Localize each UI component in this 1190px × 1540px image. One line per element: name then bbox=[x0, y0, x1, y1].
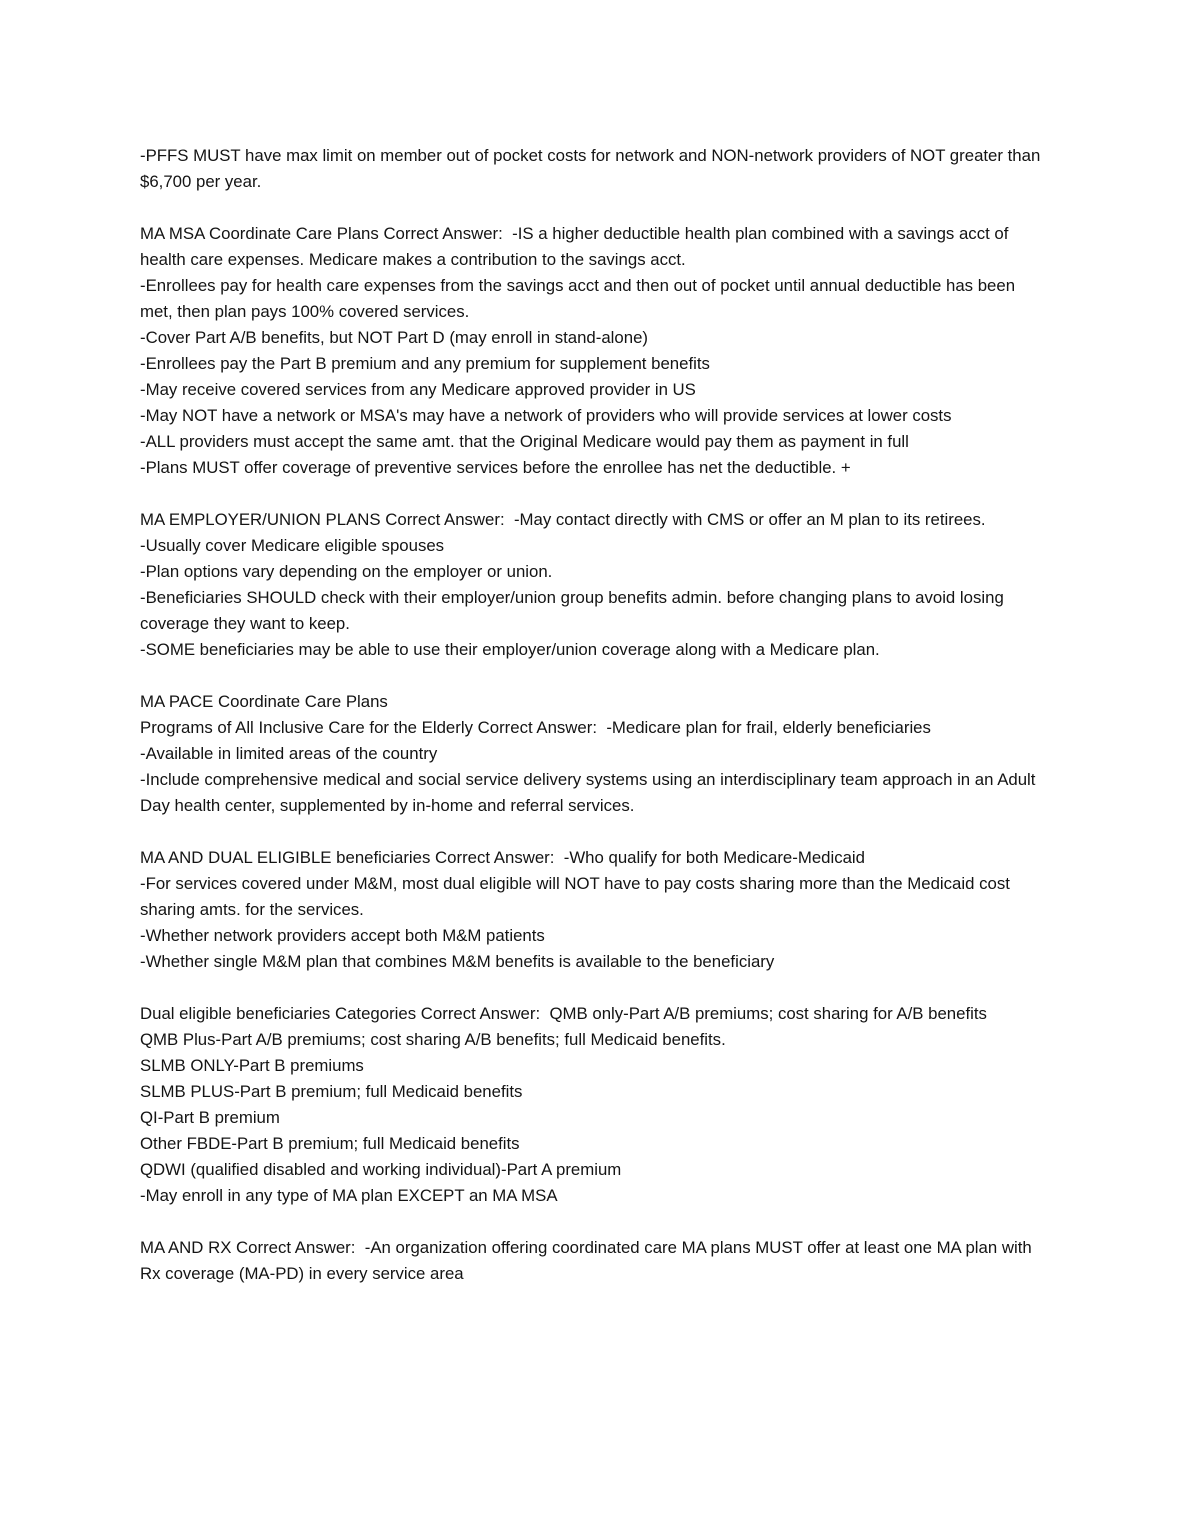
paragraph: -Plan options vary depending on the employer or union. bbox=[140, 562, 553, 581]
paragraph: QDWI (qualified disabled and working individual)-Part A premium bbox=[140, 1160, 622, 1179]
text-block bbox=[140, 689, 1052, 819]
text-block bbox=[140, 221, 1052, 481]
paragraph: Other FBDE-Part B premium; full Medicaid benefits bbox=[140, 1134, 520, 1153]
paragraph: -Whether network providers accept both M&M patients bbox=[140, 926, 545, 945]
paragraph: SLMB PLUS-Part B premium; full Medicaid benefits bbox=[140, 1082, 523, 1101]
text-block bbox=[140, 1235, 1052, 1287]
paragraph: -Usually cover Medicare eligible spouses bbox=[140, 536, 445, 555]
paragraph: -May NOT have a network or MSA's may have a network of providers who will provide services at lower costs bbox=[140, 406, 952, 425]
text-block bbox=[140, 507, 1052, 663]
paragraph: -May receive covered services from any Medicare approved provider in US bbox=[140, 380, 696, 399]
paragraph: -SOME beneficiaries may be able to use their employer/union coverage along with a Medicare plan. bbox=[140, 640, 880, 659]
paragraph: -Plans MUST offer coverage of preventive services before the enrollee has net the deductible. + bbox=[140, 458, 851, 477]
paragraph: -Cover Part A/B benefits, but NOT Part D (may enroll in stand-alone) bbox=[140, 328, 649, 347]
paragraph: MA EMPLOYER/UNION PLANS Correct Answer: -May contact directly with CMS or offer an M plan to its retirees. bbox=[140, 510, 986, 529]
paragraph: -Whether single M&M plan that combines M&M benefits is available to the beneficiary bbox=[140, 952, 775, 971]
paragraph: -May enroll in any type of MA plan EXCEPT an MA MSA bbox=[140, 1186, 558, 1205]
paragraph: -For services covered under M&M, most dual eligible will NOT have to pay costs sharing more than the Medicaid cost sharing amts. for the services. bbox=[140, 874, 1015, 919]
text-block bbox=[140, 143, 1052, 195]
paragraph: MA MSA Coordinate Care Plans Correct Answer: -IS a higher deductible health plan combined with a savings acct of health care expenses. Medicare makes a contribution to the savings acct. bbox=[140, 224, 1014, 269]
paragraph: -ALL providers must accept the same amt. that the Original Medicare would pay them as payment in full bbox=[140, 432, 909, 451]
paragraph: -Beneficiaries SHOULD check with their employer/union group benefits admin. before changing plans to avoid losing coverage they want to keep. bbox=[140, 588, 1009, 633]
paragraph: -PFFS MUST have max limit on member out of pocket costs for network and NON-network providers of NOT greater than $6,700 per year. bbox=[140, 146, 1045, 191]
paragraph: -Available in limited areas of the country bbox=[140, 744, 438, 763]
paragraph: -Include comprehensive medical and social service delivery systems using an interdisciplinary team approach in an Adult Day health center, supplemented by in-home and referral services. bbox=[140, 770, 1041, 815]
paragraph: -Enrollees pay the Part B premium and any premium for supplement benefits bbox=[140, 354, 710, 373]
paragraph: MA PACE Coordinate Care Plans bbox=[140, 692, 388, 711]
paragraph: MA AND DUAL ELIGIBLE beneficiaries Correct Answer: -Who qualify for both Medicare-Medicaid bbox=[140, 848, 865, 867]
paragraph: SLMB ONLY-Part B premiums bbox=[140, 1056, 364, 1075]
paragraph: QI-Part B premium bbox=[140, 1108, 280, 1127]
paragraph: QMB Plus-Part A/B premiums; cost sharing A/B benefits; full Medicaid benefits. bbox=[140, 1030, 726, 1049]
paragraph: Programs of All Inclusive Care for the Elderly Correct Answer: -Medicare plan for frail, elderly beneficiaries bbox=[140, 718, 931, 737]
paragraph: Dual eligible beneficiaries Categories Correct Answer: QMB only-Part A/B premiums; cost sharing for A/B benefits bbox=[140, 1004, 987, 1023]
document-content bbox=[140, 143, 1052, 1287]
paragraph: -Enrollees pay for health care expenses from the savings acct and then out of pocket until annual deductible has been met, then plan pays 100% covered services. bbox=[140, 276, 1020, 321]
text-block bbox=[140, 1001, 1052, 1209]
paragraph: MA AND RX Correct Answer: -An organization offering coordinated care MA plans MUST offer at least one MA plan with Rx coverage (MA-PD) in every service area bbox=[140, 1238, 1037, 1283]
text-block bbox=[140, 845, 1052, 975]
